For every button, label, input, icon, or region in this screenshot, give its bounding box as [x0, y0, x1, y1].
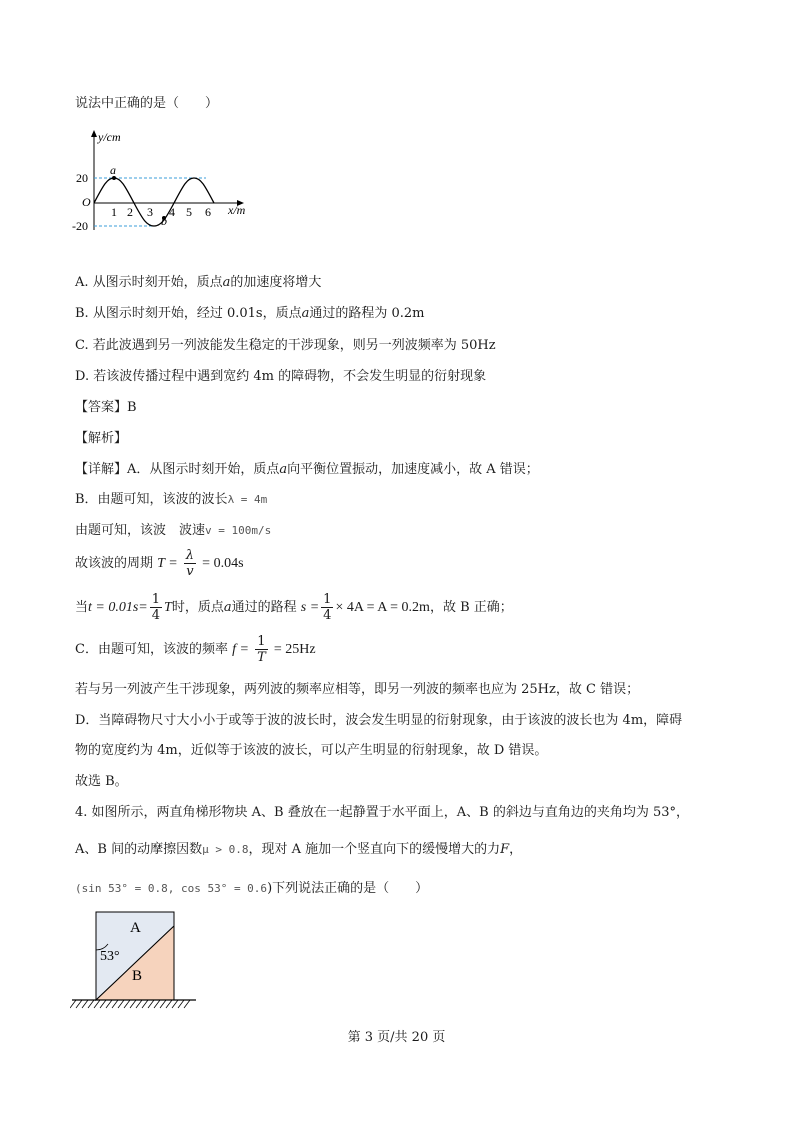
wave-graph: [70, 128, 260, 238]
detail-l1-pre: 【详解】A．从图示时刻开始，质点: [75, 462, 280, 477]
detail-line-2: [75, 491, 267, 509]
detail-l5-b: 时，质点: [171, 600, 224, 615]
quarter-num-2: 1: [323, 592, 332, 607]
hatch-mark: [154, 1000, 160, 1008]
time-formula: t = 0.01s=: [88, 600, 148, 615]
q4-l2-post: ，: [509, 842, 523, 857]
detail-l5-a: 当: [75, 600, 89, 615]
quarter-den-1: 4: [151, 608, 161, 623]
detail-line-3: [75, 522, 271, 540]
block-b-label: B: [132, 968, 143, 984]
detail-l5-e: ，故 B 正确；: [429, 600, 513, 615]
angle-label: 53°: [100, 949, 120, 964]
detail-line-9: 物的宽度约为 4m，近似等于该波的波长，可以产生明显的衍射现象，故 D 错误。: [75, 743, 548, 758]
origin-label: O: [82, 195, 91, 209]
option-a-text-1: A. 从图示时刻开始，质点: [75, 275, 223, 290]
detail-l5-c: 通过的路程: [231, 600, 297, 615]
x-axis-label: x/m: [228, 203, 246, 217]
q4-line-1: 4. 如图所示，两直角梯形物块 A、B 叠放在一起静置于水平面上，A、B 的斜边与直角边的夹角均为 53°，: [75, 805, 689, 820]
x-tick-6: 6: [205, 205, 211, 219]
x-tick-1: 1: [111, 205, 117, 219]
x-tick-3: 3: [147, 205, 153, 219]
detail-line-8: D．当障碍物尺寸大小小于或等于波的波长时，波会发生明显的衍射现象，由于该波的波长也为 4m，障碍: [75, 713, 683, 728]
x-tick-4: 4: [169, 205, 175, 219]
frequency-den: T: [257, 650, 266, 665]
option-b-text-1: B. 从图示时刻开始，经过 0.01s，质点: [75, 306, 302, 321]
quarter-fraction-1: [150, 592, 162, 623]
wavelength-formula: λ = 4m: [227, 493, 268, 506]
q4-l2-pre: A、B 间的动摩擦因数: [75, 842, 203, 857]
friction-condition: μ > 0.8: [202, 843, 249, 856]
detail-line-10: 故选 B。: [75, 774, 128, 789]
period-fraction: [184, 548, 196, 579]
detail-l1-post: 向平衡位置振动，加速度减小，故 A 错误；: [287, 462, 539, 477]
option-a-var: a: [222, 275, 231, 290]
page-footer: 第 3 页/共 20 页: [347, 1030, 446, 1045]
block-a-label: A: [130, 920, 141, 936]
point-b-label: b: [161, 214, 167, 228]
trig-values: (sin 53° = 0.8, cos 53° = 0.6: [75, 882, 268, 895]
hatch-mark: [178, 1000, 184, 1008]
hatch-mark: [118, 1000, 124, 1008]
answer-label: 【答案】B: [75, 400, 137, 415]
x-tick-2: 2: [127, 205, 133, 219]
detail-l3-pre: 由题可知，该波 波速: [75, 523, 206, 538]
option-d: D. 若该波传播过程中遇到宽约 4m 的障碍物，不会发生明显的衍射现象: [75, 369, 487, 384]
quarter-fraction-2: [321, 592, 333, 623]
option-b-text-2: 通过的路程为 0.2m: [309, 306, 425, 321]
detail-l2-pre: B．由题可知，该波的波长: [75, 492, 228, 507]
option-a: [75, 274, 321, 292]
period-num: λ: [185, 548, 195, 563]
detail-line-1: [75, 461, 539, 479]
analysis-label: 【解析】: [75, 431, 128, 446]
quarter-den-2: 4: [323, 608, 332, 623]
hatch-mark: [172, 1000, 178, 1008]
detail-line-7: 若与另一列波产生干涉现象，两列波的频率应相等，即另一列波的频率也应为 25Hz，故 C 错误；: [75, 682, 640, 697]
y-tick-neg20: -20: [72, 219, 88, 233]
x-tick-5: 5: [186, 205, 192, 219]
q4-line-2: [75, 841, 522, 859]
wave-speed-formula: v = 100m/s: [205, 524, 272, 537]
y-axis-arrow-icon: [91, 130, 97, 137]
detail-l1-var: a: [279, 462, 288, 477]
frequency-result: = 25Hz: [273, 642, 316, 657]
hatch-mark: [160, 1000, 166, 1008]
hatch-mark: [142, 1000, 148, 1008]
hatch-mark: [70, 1000, 76, 1008]
option-c: C. 若此波遇到另一列波能发生稳定的干涉现象，则另一列波频率为 50Hz: [75, 338, 496, 353]
force-symbol: F: [500, 842, 510, 857]
path-result: × 4A = A = 0.2m: [335, 600, 430, 615]
q4-line-3: [75, 880, 428, 898]
hatch-mark: [100, 1000, 106, 1008]
q4-l2-mid: ，现对 A 施加一个竖直向下的缓慢增大的力: [248, 842, 501, 857]
detail-l5-var: a: [223, 600, 232, 615]
ground-hatch: [70, 1000, 190, 1008]
period-symbol: T: [164, 600, 172, 615]
period-result: = 0.04s: [202, 556, 244, 571]
block-diagram: [70, 908, 200, 1018]
q4-l3-post: )下列说法正确的是（ ）: [267, 881, 429, 896]
frequency-fraction: [255, 634, 268, 665]
hatch-mark: [124, 1000, 130, 1008]
detail-line-5: [75, 592, 513, 626]
hatch-mark: [82, 1000, 88, 1008]
period-lhs: T =: [157, 556, 178, 571]
option-b-var: a: [301, 306, 310, 321]
point-a-label: a: [110, 163, 116, 177]
hatch-mark: [148, 1000, 154, 1008]
hatch-mark: [166, 1000, 172, 1008]
detail-line-4: [75, 548, 244, 582]
detail-l6-pre: C．由题可知，该波的频率: [75, 642, 228, 657]
option-a-text-2: 的加速度将增大: [230, 275, 322, 290]
frequency-lhs: f =: [232, 642, 249, 657]
y-axis-label: y/cm: [98, 130, 121, 144]
hatch-mark: [112, 1000, 118, 1008]
hatch-mark: [94, 1000, 100, 1008]
hatch-mark: [184, 1000, 190, 1008]
hatch-mark: [106, 1000, 112, 1008]
path-lhs: s =: [300, 600, 320, 615]
option-b: [75, 305, 424, 323]
hatch-mark: [130, 1000, 136, 1008]
hatch-mark: [88, 1000, 94, 1008]
quarter-num-1: 1: [151, 592, 161, 607]
hatch-mark: [136, 1000, 142, 1008]
detail-line-6: [75, 634, 316, 668]
period-den: v: [186, 564, 194, 579]
hatch-mark: [76, 1000, 82, 1008]
detail-l4-pre: 故该波的周期: [75, 556, 154, 571]
question-stem-tail: 说法中正确的是（ ）: [75, 96, 219, 111]
frequency-num: 1: [255, 634, 268, 650]
y-tick-20: 20: [76, 171, 88, 185]
